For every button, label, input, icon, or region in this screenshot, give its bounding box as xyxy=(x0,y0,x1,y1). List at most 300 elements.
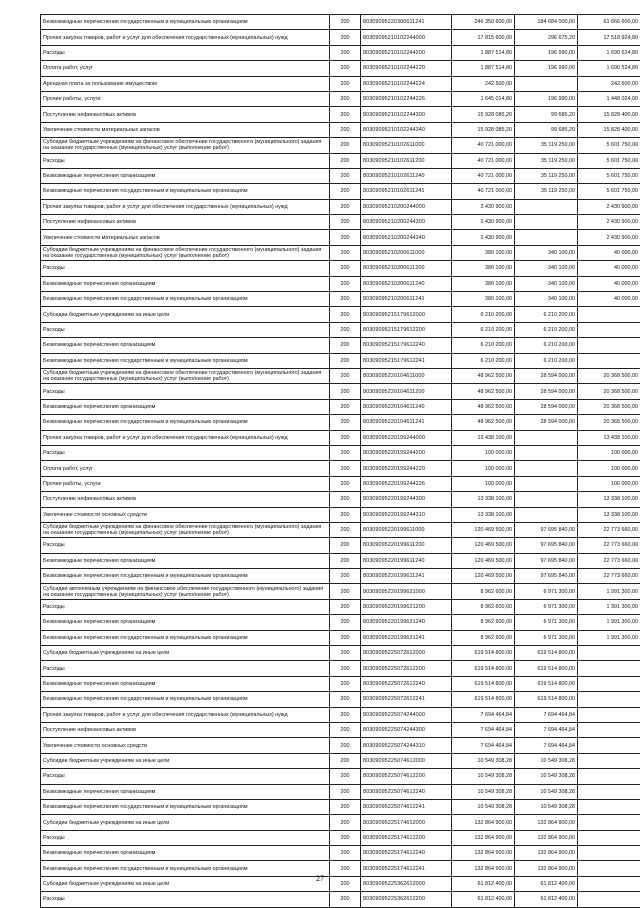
row-name: Субсидии бюджетным учреждениям на иные цели xyxy=(41,876,330,891)
row-remaining-amount: 1 448 024,00 xyxy=(578,91,640,106)
row-name: Прочая закупка товаров, работ и услуг для обеспечения государственных (муниципальных) нужд xyxy=(41,707,330,722)
table-row xyxy=(41,461,640,476)
table-row xyxy=(41,769,640,784)
row-approved-amount: 15 928 085,20 xyxy=(452,107,515,122)
row-executed-amount: 61 812 400,00 xyxy=(515,876,578,891)
row-approved-amount: 2 430 900,00 xyxy=(452,230,515,245)
table-row xyxy=(41,107,640,122)
row-name: Безвозмездные перечисления организациям xyxy=(41,615,330,630)
row-line-code: 200 xyxy=(330,553,361,568)
row-line-code: 200 xyxy=(330,61,361,76)
row-name: Поступление нефинансовых активов xyxy=(41,492,330,507)
row-approved-amount: 619 514 800,00 xyxy=(452,661,515,676)
row-budget-code: 80309095210200611000 xyxy=(361,245,452,260)
row-executed-amount: 184 684 000,00 xyxy=(515,15,578,30)
row-line-code: 200 xyxy=(330,692,361,707)
table-row xyxy=(41,753,640,768)
table-row xyxy=(41,646,640,661)
row-line-code: 200 xyxy=(330,599,361,614)
row-name: Расходы xyxy=(41,45,330,60)
row-line-code: 200 xyxy=(330,738,361,753)
row-name: Расходы xyxy=(41,384,330,399)
table-row xyxy=(41,599,640,614)
table-row xyxy=(41,15,640,30)
row-approved-amount: 2 430 900,00 xyxy=(452,215,515,230)
table-row xyxy=(41,399,640,414)
row-budget-code: 80309095225074612241 xyxy=(361,799,452,814)
row-budget-code: 80309095225072612240 xyxy=(361,676,452,691)
table-row xyxy=(41,184,640,199)
row-executed-amount: 340 100,00 xyxy=(515,245,578,260)
row-remaining-amount: 100 000,00 xyxy=(578,445,640,460)
row-line-code: 200 xyxy=(330,184,361,199)
row-executed-amount: 132 864 900,00 xyxy=(515,815,578,830)
row-budget-code: 80309095210102611241 xyxy=(361,184,452,199)
row-remaining-amount: 40 000,00 xyxy=(578,245,640,260)
row-remaining-amount: 40 000,00 xyxy=(578,276,640,291)
row-approved-amount: 120 469 500,00 xyxy=(452,538,515,553)
row-approved-amount: 61 812 400,00 xyxy=(452,892,515,907)
row-remaining-amount xyxy=(578,784,640,799)
row-remaining-amount: 15 828 400,00 xyxy=(578,107,640,122)
row-remaining-amount xyxy=(578,846,640,861)
row-name: Расходы xyxy=(41,661,330,676)
row-line-code: 200 xyxy=(330,230,361,245)
row-budget-code: 80309095220199621240 xyxy=(361,615,452,630)
row-name: Безвозмездные перечисления государственным и муниципальным организациям xyxy=(41,692,330,707)
row-line-code: 200 xyxy=(330,168,361,183)
row-approved-amount: 380 100,00 xyxy=(452,261,515,276)
table-row xyxy=(41,569,640,584)
row-budget-code: 80309095220199621200 xyxy=(361,599,452,614)
row-remaining-amount: 22 773 660,00 xyxy=(578,522,640,537)
row-name: Оплата работ, услуг xyxy=(41,61,330,76)
row-remaining-amount: 22 773 660,00 xyxy=(578,538,640,553)
row-budget-code: 80309095210102244340 xyxy=(361,122,452,137)
row-executed-amount: 28 594 000,00 xyxy=(515,368,578,383)
row-approved-amount: 132 864 900,00 xyxy=(452,815,515,830)
row-approved-amount: 120 469 500,00 xyxy=(452,553,515,568)
row-line-code: 200 xyxy=(330,876,361,891)
report-sheet xyxy=(40,14,623,908)
row-name: Увеличение стоимости материальных запасов xyxy=(41,122,330,137)
table-row xyxy=(41,430,640,445)
row-executed-amount xyxy=(515,492,578,507)
table-row xyxy=(41,522,640,537)
row-executed-amount: 296 675,20 xyxy=(515,30,578,45)
table-row xyxy=(41,245,640,260)
row-remaining-amount: 1 991 300,00 xyxy=(578,599,640,614)
row-budget-code: 80309095215179612200 xyxy=(361,322,452,337)
row-line-code: 200 xyxy=(330,569,361,584)
row-budget-code: 80309095220199244000 xyxy=(361,430,452,445)
table-row xyxy=(41,553,640,568)
row-line-code: 200 xyxy=(330,538,361,553)
row-remaining-amount: 2 430 900,00 xyxy=(578,215,640,230)
row-executed-amount: 340 100,00 xyxy=(515,261,578,276)
row-approved-amount: 8 962 600,00 xyxy=(452,615,515,630)
row-line-code: 200 xyxy=(330,584,361,599)
row-remaining-amount: 40 000,00 xyxy=(578,261,640,276)
row-name: Безвозмездные перечисления организациям xyxy=(41,338,330,353)
row-approved-amount: 8 962 600,00 xyxy=(452,630,515,645)
row-remaining-amount: 22 773 660,00 xyxy=(578,553,640,568)
row-budget-code: 80309095210102244220 xyxy=(361,61,452,76)
row-budget-code: 80309095220104611241 xyxy=(361,415,452,430)
row-line-code: 200 xyxy=(330,199,361,214)
row-name: Увеличение стоимости материальных запасов xyxy=(41,230,330,245)
row-line-code: 200 xyxy=(330,769,361,784)
table-row xyxy=(41,538,640,553)
row-name: Безвозмездные перечисления организациям xyxy=(41,276,330,291)
row-name: Безвозмездные перечисления организациям xyxy=(41,168,330,183)
row-line-code: 200 xyxy=(330,676,361,691)
table-row xyxy=(41,61,640,76)
row-approved-amount: 132 864 900,00 xyxy=(452,861,515,876)
row-remaining-amount: 20 368 500,00 xyxy=(578,384,640,399)
row-executed-amount xyxy=(515,230,578,245)
row-executed-amount: 340 100,00 xyxy=(515,276,578,291)
row-name: Безвозмездные перечисления государственным и муниципальным организациям xyxy=(41,184,330,199)
row-line-code: 200 xyxy=(330,615,361,630)
row-name: Расходы xyxy=(41,892,330,907)
row-line-code: 200 xyxy=(330,753,361,768)
row-executed-amount: 619 514 800,00 xyxy=(515,692,578,707)
row-executed-amount xyxy=(515,461,578,476)
row-executed-amount xyxy=(515,76,578,91)
row-budget-code: 80309095225074612240 xyxy=(361,784,452,799)
row-name: Прочие работы, услуги xyxy=(41,476,330,491)
row-approved-amount: 100 000,00 xyxy=(452,476,515,491)
row-budget-code: 80309095220104611240 xyxy=(361,399,452,414)
row-name: Субсидии бюджетным учреждениям на финансовое обеспечение государственного (муниципального) задания на оказание государственных (муниципальных) услуг (выполнение работ) xyxy=(41,368,330,383)
row-remaining-amount: 13 438 100,00 xyxy=(578,430,640,445)
row-executed-amount xyxy=(515,199,578,214)
row-remaining-amount xyxy=(578,338,640,353)
row-budget-code: 80309095210200611241 xyxy=(361,292,452,307)
row-line-code: 200 xyxy=(330,646,361,661)
row-line-code: 200 xyxy=(330,492,361,507)
row-executed-amount: 6 210 200,00 xyxy=(515,322,578,337)
row-name: Безвозмездные перечисления государственным и муниципальным организациям xyxy=(41,415,330,430)
row-remaining-amount: 2 430 900,00 xyxy=(578,230,640,245)
row-executed-amount: 35 119 250,00 xyxy=(515,184,578,199)
row-executed-amount xyxy=(515,445,578,460)
row-remaining-amount xyxy=(578,753,640,768)
table-row xyxy=(41,738,640,753)
row-remaining-amount: 5 601 750,00 xyxy=(578,168,640,183)
row-executed-amount xyxy=(515,507,578,522)
row-remaining-amount xyxy=(578,815,640,830)
row-approved-amount: 48 962 500,00 xyxy=(452,415,515,430)
page-number: 27 xyxy=(0,874,640,883)
table-row xyxy=(41,153,640,168)
row-budget-code: 80309095220199244200 xyxy=(361,445,452,460)
table-row xyxy=(41,630,640,645)
row-remaining-amount: 22 773 660,00 xyxy=(578,569,640,584)
row-executed-amount: 97 695 840,00 xyxy=(515,553,578,568)
row-approved-amount: 120 469 500,00 xyxy=(452,522,515,537)
table-row xyxy=(41,476,640,491)
row-line-code: 200 xyxy=(330,107,361,122)
row-remaining-amount: 13 338 100,00 xyxy=(578,507,640,522)
row-approved-amount: 40 721 000,00 xyxy=(452,168,515,183)
row-budget-code: 80309095220199621000 xyxy=(361,584,452,599)
row-name: Поступление нефинансовых активов xyxy=(41,722,330,737)
row-line-code: 200 xyxy=(330,338,361,353)
row-executed-amount: 7 694 464,84 xyxy=(515,707,578,722)
row-executed-amount: 10 549 308,28 xyxy=(515,784,578,799)
row-approved-amount: 10 549 308,28 xyxy=(452,753,515,768)
row-remaining-amount: 100 000,00 xyxy=(578,461,640,476)
row-approved-amount: 1 887 514,80 xyxy=(452,61,515,76)
row-name: Безвозмездные перечисления государственным и муниципальным организациям xyxy=(41,861,330,876)
table-row xyxy=(41,415,640,430)
row-approved-amount: 48 962 500,00 xyxy=(452,384,515,399)
row-executed-amount xyxy=(515,476,578,491)
row-approved-amount: 7 694 464,84 xyxy=(452,738,515,753)
row-line-code: 200 xyxy=(330,292,361,307)
row-line-code: 200 xyxy=(330,630,361,645)
row-name: Расходы xyxy=(41,830,330,845)
table-row xyxy=(41,122,640,137)
row-budget-code: 80309095210102611240 xyxy=(361,168,452,183)
row-approved-amount: 10 549 308,28 xyxy=(452,784,515,799)
row-executed-amount: 35 119 250,00 xyxy=(515,138,578,153)
row-line-code: 200 xyxy=(330,892,361,907)
row-remaining-amount xyxy=(578,799,640,814)
table-row xyxy=(41,338,640,353)
row-remaining-amount: 20 368 500,00 xyxy=(578,415,640,430)
row-line-code: 200 xyxy=(330,461,361,476)
row-approved-amount: 48 962 500,00 xyxy=(452,368,515,383)
row-executed-amount: 196 990,00 xyxy=(515,61,578,76)
row-approved-amount: 8 962 600,00 xyxy=(452,599,515,614)
row-approved-amount: 380 100,00 xyxy=(452,292,515,307)
row-name: Прочая закупка товаров, работ и услуг для обеспечения государственных (муниципальных) нужд xyxy=(41,30,330,45)
row-name: Расходы xyxy=(41,538,330,553)
row-approved-amount: 1 645 014,80 xyxy=(452,91,515,106)
row-remaining-amount: 13 338 100,00 xyxy=(578,492,640,507)
row-budget-code: 80309095210200244000 xyxy=(361,199,452,214)
row-budget-code: 80309095225174612241 xyxy=(361,861,452,876)
row-budget-code: 80309095225362612000 xyxy=(361,876,452,891)
row-line-code: 200 xyxy=(330,245,361,260)
row-approved-amount: 10 549 308,28 xyxy=(452,769,515,784)
table-row xyxy=(41,138,640,153)
row-budget-code: 80309095225074244300 xyxy=(361,722,452,737)
row-budget-code: 80309095225072612000 xyxy=(361,646,452,661)
row-approved-amount: 619 514 800,00 xyxy=(452,646,515,661)
row-name: Субсидии бюджетным учреждениям на финансовое обеспечение государственного (муниципального) задания на оказание государственных (муниципальных) услуг (выполнение работ) xyxy=(41,522,330,537)
row-budget-code: 80309095210200611240 xyxy=(361,276,452,291)
row-executed-amount: 97 695 840,00 xyxy=(515,522,578,537)
row-line-code: 200 xyxy=(330,307,361,322)
row-line-code: 200 xyxy=(330,722,361,737)
row-budget-code: 80309095210102611200 xyxy=(361,153,452,168)
row-line-code: 200 xyxy=(330,30,361,45)
row-line-code: 200 xyxy=(330,661,361,676)
row-line-code: 200 xyxy=(330,322,361,337)
row-executed-amount: 10 549 308,28 xyxy=(515,753,578,768)
row-budget-code: 80309095220199244226 xyxy=(361,476,452,491)
row-budget-code: 80309095225174612240 xyxy=(361,846,452,861)
table-row xyxy=(41,276,640,291)
row-executed-amount: 340 100,00 xyxy=(515,292,578,307)
row-executed-amount: 7 694 464,84 xyxy=(515,738,578,753)
row-remaining-amount: 17 518 924,80 xyxy=(578,30,640,45)
row-name: Безвозмездные перечисления организациям xyxy=(41,399,330,414)
row-remaining-amount: 20 368 500,00 xyxy=(578,368,640,383)
row-remaining-amount xyxy=(578,692,640,707)
table-row xyxy=(41,815,640,830)
row-budget-code: 80309095220199244300 xyxy=(361,492,452,507)
row-remaining-amount: 100 000,00 xyxy=(578,476,640,491)
row-name: Расходы xyxy=(41,153,330,168)
row-name: Расходы xyxy=(41,261,330,276)
row-approved-amount: 380 100,00 xyxy=(452,276,515,291)
table-row xyxy=(41,676,640,691)
row-approved-amount: 7 694 464,84 xyxy=(452,722,515,737)
table-row xyxy=(41,722,640,737)
row-executed-amount: 28 594 000,00 xyxy=(515,384,578,399)
row-name: Безвозмездные перечисления организациям xyxy=(41,676,330,691)
row-name: Расходы xyxy=(41,322,330,337)
row-line-code: 200 xyxy=(330,815,361,830)
row-remaining-amount: 2 430 900,00 xyxy=(578,199,640,214)
row-executed-amount: 619 514 800,00 xyxy=(515,661,578,676)
row-name: Прочая закупка товаров, работ и услуг для обеспечения государственных (муниципальных) нужд xyxy=(41,430,330,445)
row-budget-code: 80309095210102244000 xyxy=(361,30,452,45)
row-executed-amount: 35 119 250,00 xyxy=(515,168,578,183)
table-row xyxy=(41,492,640,507)
row-approved-amount: 242 500,00 xyxy=(452,76,515,91)
row-executed-amount: 10 549 308,28 xyxy=(515,799,578,814)
row-executed-amount: 6 971 300,00 xyxy=(515,599,578,614)
row-remaining-amount xyxy=(578,646,640,661)
row-remaining-amount: 20 368 500,00 xyxy=(578,399,640,414)
row-remaining-amount: 40 000,00 xyxy=(578,292,640,307)
row-line-code: 200 xyxy=(330,138,361,153)
row-line-code: 200 xyxy=(330,830,361,845)
row-name: Безвозмездные перечисления государственным и муниципальным организациям xyxy=(41,569,330,584)
row-executed-amount: 10 549 308,28 xyxy=(515,769,578,784)
row-approved-amount: 120 469 500,00 xyxy=(452,569,515,584)
row-budget-code: 80309095210102244226 xyxy=(361,91,452,106)
row-budget-code: 80309095210200244300 xyxy=(361,215,452,230)
row-budget-code: 80309095220199621241 xyxy=(361,630,452,645)
row-line-code: 200 xyxy=(330,707,361,722)
row-budget-code: 80309095220199611000 xyxy=(361,522,452,537)
row-name: Расходы xyxy=(41,769,330,784)
row-executed-amount xyxy=(515,430,578,445)
row-line-code: 200 xyxy=(330,476,361,491)
row-line-code: 200 xyxy=(330,122,361,137)
row-line-code: 200 xyxy=(330,215,361,230)
row-remaining-amount xyxy=(578,769,640,784)
row-budget-code: 80309095225072612241 xyxy=(361,692,452,707)
table-row xyxy=(41,846,640,861)
row-executed-amount: 6 971 300,00 xyxy=(515,584,578,599)
row-remaining-amount: 5 601 750,00 xyxy=(578,153,640,168)
row-remaining-amount: 15 828 400,00 xyxy=(578,122,640,137)
budget-execution-table xyxy=(40,14,640,908)
row-budget-code: 80309095220199244220 xyxy=(361,461,452,476)
table-row xyxy=(41,76,640,91)
row-name: Субсидии бюджетным учреждениям на иные цели xyxy=(41,646,330,661)
row-executed-amount: 132 864 900,00 xyxy=(515,830,578,845)
table-row xyxy=(41,368,640,383)
table-row xyxy=(41,799,640,814)
row-executed-amount: 97 695 840,00 xyxy=(515,569,578,584)
row-name: Прочая закупка товаров, работ и услуг для обеспечения государственных (муниципальных) нужд xyxy=(41,199,330,214)
table-row xyxy=(41,507,640,522)
row-name: Увеличение стоимости основных средств xyxy=(41,738,330,753)
row-name: Расходы xyxy=(41,445,330,460)
table-row xyxy=(41,661,640,676)
row-approved-amount: 17 815 600,00 xyxy=(452,30,515,45)
row-remaining-amount: 5 601 750,00 xyxy=(578,184,640,199)
row-approved-amount: 13 438 100,00 xyxy=(452,430,515,445)
row-budget-code: 80309095225074244310 xyxy=(361,738,452,753)
row-approved-amount: 7 694 464,84 xyxy=(452,707,515,722)
row-budget-code: 80309095215179612240 xyxy=(361,338,452,353)
row-remaining-amount xyxy=(578,307,640,322)
row-budget-code: 80309095225174612000 xyxy=(361,815,452,830)
row-budget-code: 80309095210102244300 xyxy=(361,107,452,122)
row-approved-amount: 246 350 600,00 xyxy=(452,15,515,30)
table-row xyxy=(41,307,640,322)
row-remaining-amount: 1 690 524,80 xyxy=(578,45,640,60)
row-name: Арендная плата за пользование имуществом xyxy=(41,76,330,91)
table-row xyxy=(41,230,640,245)
row-line-code: 200 xyxy=(330,399,361,414)
row-name: Субсидии автономным учреждениям на финансовое обеспечение государственного (муниципального) задания на оказание государственных (муниципальных) услуг (выполнение работ) xyxy=(41,584,330,599)
row-executed-amount: 6 971 300,00 xyxy=(515,630,578,645)
row-line-code: 200 xyxy=(330,261,361,276)
row-line-code: 200 xyxy=(330,15,361,30)
row-budget-code: 80309095225174612200 xyxy=(361,830,452,845)
row-budget-code: 80309095225074612000 xyxy=(361,753,452,768)
row-line-code: 200 xyxy=(330,415,361,430)
row-line-code: 200 xyxy=(330,276,361,291)
table-row xyxy=(41,615,640,630)
row-budget-code: 80309095220104611200 xyxy=(361,384,452,399)
row-remaining-amount xyxy=(578,722,640,737)
row-executed-amount: 35 119 250,00 xyxy=(515,153,578,168)
row-name: Оплата работ, услуг xyxy=(41,461,330,476)
row-budget-code: 80309095210102244224 xyxy=(361,76,452,91)
row-approved-amount: 132 864 900,00 xyxy=(452,830,515,845)
row-approved-amount: 6 210 200,00 xyxy=(452,353,515,368)
row-line-code: 200 xyxy=(330,76,361,91)
row-approved-amount: 619 514 800,00 xyxy=(452,676,515,691)
row-budget-code: 80309095215179612000 xyxy=(361,307,452,322)
row-budget-code: 80309095210200244340 xyxy=(361,230,452,245)
row-approved-amount: 13 338 100,00 xyxy=(452,492,515,507)
row-line-code: 200 xyxy=(330,799,361,814)
row-executed-amount: 7 694 464,84 xyxy=(515,722,578,737)
table-row xyxy=(41,445,640,460)
row-remaining-amount: 1 991 300,00 xyxy=(578,615,640,630)
row-executed-amount: 6 210 200,00 xyxy=(515,353,578,368)
row-executed-amount: 196 990,00 xyxy=(515,91,578,106)
table-row xyxy=(41,292,640,307)
row-remaining-amount xyxy=(578,322,640,337)
row-executed-amount: 619 514 800,00 xyxy=(515,646,578,661)
table-row xyxy=(41,91,640,106)
row-approved-amount: 6 210 200,00 xyxy=(452,307,515,322)
